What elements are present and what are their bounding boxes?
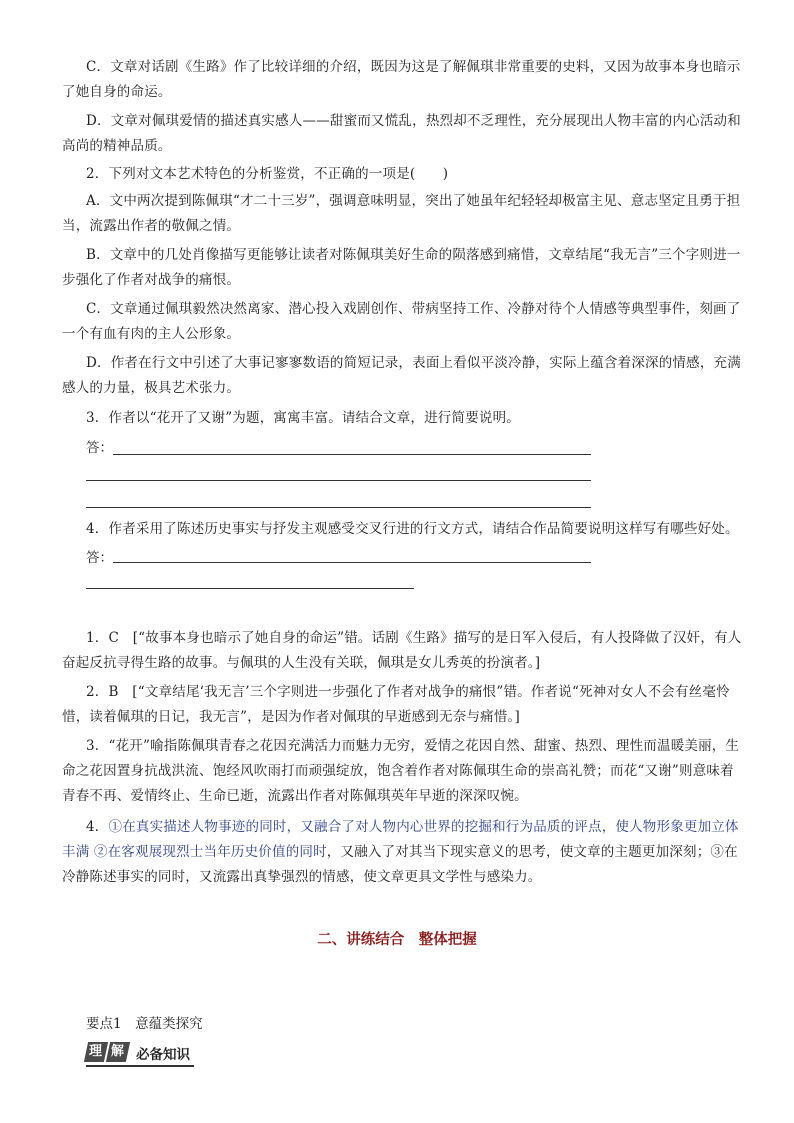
question-2-stem: 2．下列对文本艺术特色的分析鉴赏，不正确的一项是( ) bbox=[86, 166, 449, 182]
question-2-option-c: C．文章通过佩琪毅然决然离家、潜心投入戏剧创作、带病坚持工作、冷静对待个人情感等典型事件，刻画了一个有血有肉的主人公形象。 bbox=[62, 301, 741, 342]
badge-label: 必备知识 bbox=[136, 1047, 190, 1063]
answer-label: 答： bbox=[86, 550, 113, 566]
question-1-option-c: C．文章对话剧《生路》作了比较详细的介绍，既因为这是了解佩琪非常重要的史料，又因为故事本身也暗示了她自身的命运。 bbox=[62, 59, 741, 100]
section-title: 二、讲练结合 整体把握 bbox=[317, 932, 477, 948]
answer-line[interactable] bbox=[86, 480, 591, 481]
point-title: 要点1 意蕴类探究 bbox=[86, 1016, 203, 1032]
question-3-stem: 3．作者以“花开了又谢”为题，寓寓丰富。请结合文章，进行简要说明。 bbox=[86, 410, 520, 426]
answer-4-highlight: ①在真实描述人物事迹的同时，又融合了对人物内心世界的挖掘和行为品质的评点，使人物形象更加立体丰满 ②在客观展现烈士当年历史价值的同时 bbox=[62, 819, 739, 860]
badge-chip: 解 bbox=[106, 1042, 130, 1062]
badge-underline bbox=[86, 1065, 194, 1067]
answer-label: 答： bbox=[86, 440, 113, 456]
badge-chip: 理 bbox=[84, 1042, 108, 1062]
answer-line[interactable] bbox=[113, 562, 591, 563]
answer-2: 2．B [“文章结尾‘我无言’三个字则进一步强化了作者对战争的痛恨”错。作者说“死神对女人不会有丝毫怜惜，读着佩琪的日记，我无言”，是因为作者对佩琪的早逝感到无奈与痛惜。] bbox=[62, 684, 730, 725]
answer-4-prefix: 4． bbox=[86, 819, 109, 835]
question-2-option-a: A．文中两次提到陈佩琪“才二十三岁”，强调意味明显，突出了她虽年纪轻轻却极富主见、意志坚定且勇于担当，流露出作者的敬佩之情。 bbox=[62, 193, 741, 234]
answer-line[interactable] bbox=[86, 507, 591, 508]
answer-line[interactable] bbox=[86, 588, 414, 589]
knowledge-badge bbox=[86, 1040, 206, 1064]
answer-line[interactable] bbox=[113, 454, 591, 455]
answer-4 bbox=[62, 815, 742, 890]
answer-1: 1．C [“故事本身也暗示了她自身的命运”错。话剧《生路》描写的是日军入侵后，有人投降做了汉奸，有人奋起反抗寻得生路的故事。与佩琪的人生没有关联，佩琪是女儿秀英的扮演者。] bbox=[62, 630, 742, 671]
question-2-option-b: B．文章中的几处肖像描写更能够让读者对陈佩琪美好生命的陨落感到痛惜，文章结尾“我无言”三个字则进一步强化了作者对战争的痛恨。 bbox=[62, 247, 741, 288]
answer-3: 3．“花开”喻指陈佩琪青春之花因充满活力而魅力无穷，爱情之花因自然、甜蜜、热烈、理性而温暖美丽，生命之花因置身抗战洪流、饱经风吹雨打而顽强绽放，饱含着作者对陈佩琪生命的崇高礼赞；而花“又谢”则意味着青春不再、爱情终止、生命已逝，流露出作者对陈佩琪英年早逝的深深叹惋。 bbox=[62, 738, 740, 804]
question-4-stem: 4．作者采用了陈述历史事实与抒发主观感受交叉行进的行文方式，请结合作品简要说明这样写有哪些好处。 bbox=[86, 521, 739, 537]
answer-4-rest: ，又融入了对其当下现实意义的思考，使文章的主题更加深刻；③在冷静陈述事实的同时，又流露出真挚强烈的情感，使文章更具文学性与感染力。 bbox=[62, 844, 738, 885]
question-2-option-d: D．作者在行文中引述了大事记寥寥数语的简短记录，表面上看似平淡冷静，实际上蕴含着深深的情感，充满感人的力量，极具艺术张力。 bbox=[62, 355, 741, 396]
question-1-option-d: D．文章对佩琪爱情的描述真实感人——甜蜜而又慌乱，热烈却不乏理性，充分展现出人物丰富的内心活动和高尚的精神品质。 bbox=[62, 113, 741, 154]
